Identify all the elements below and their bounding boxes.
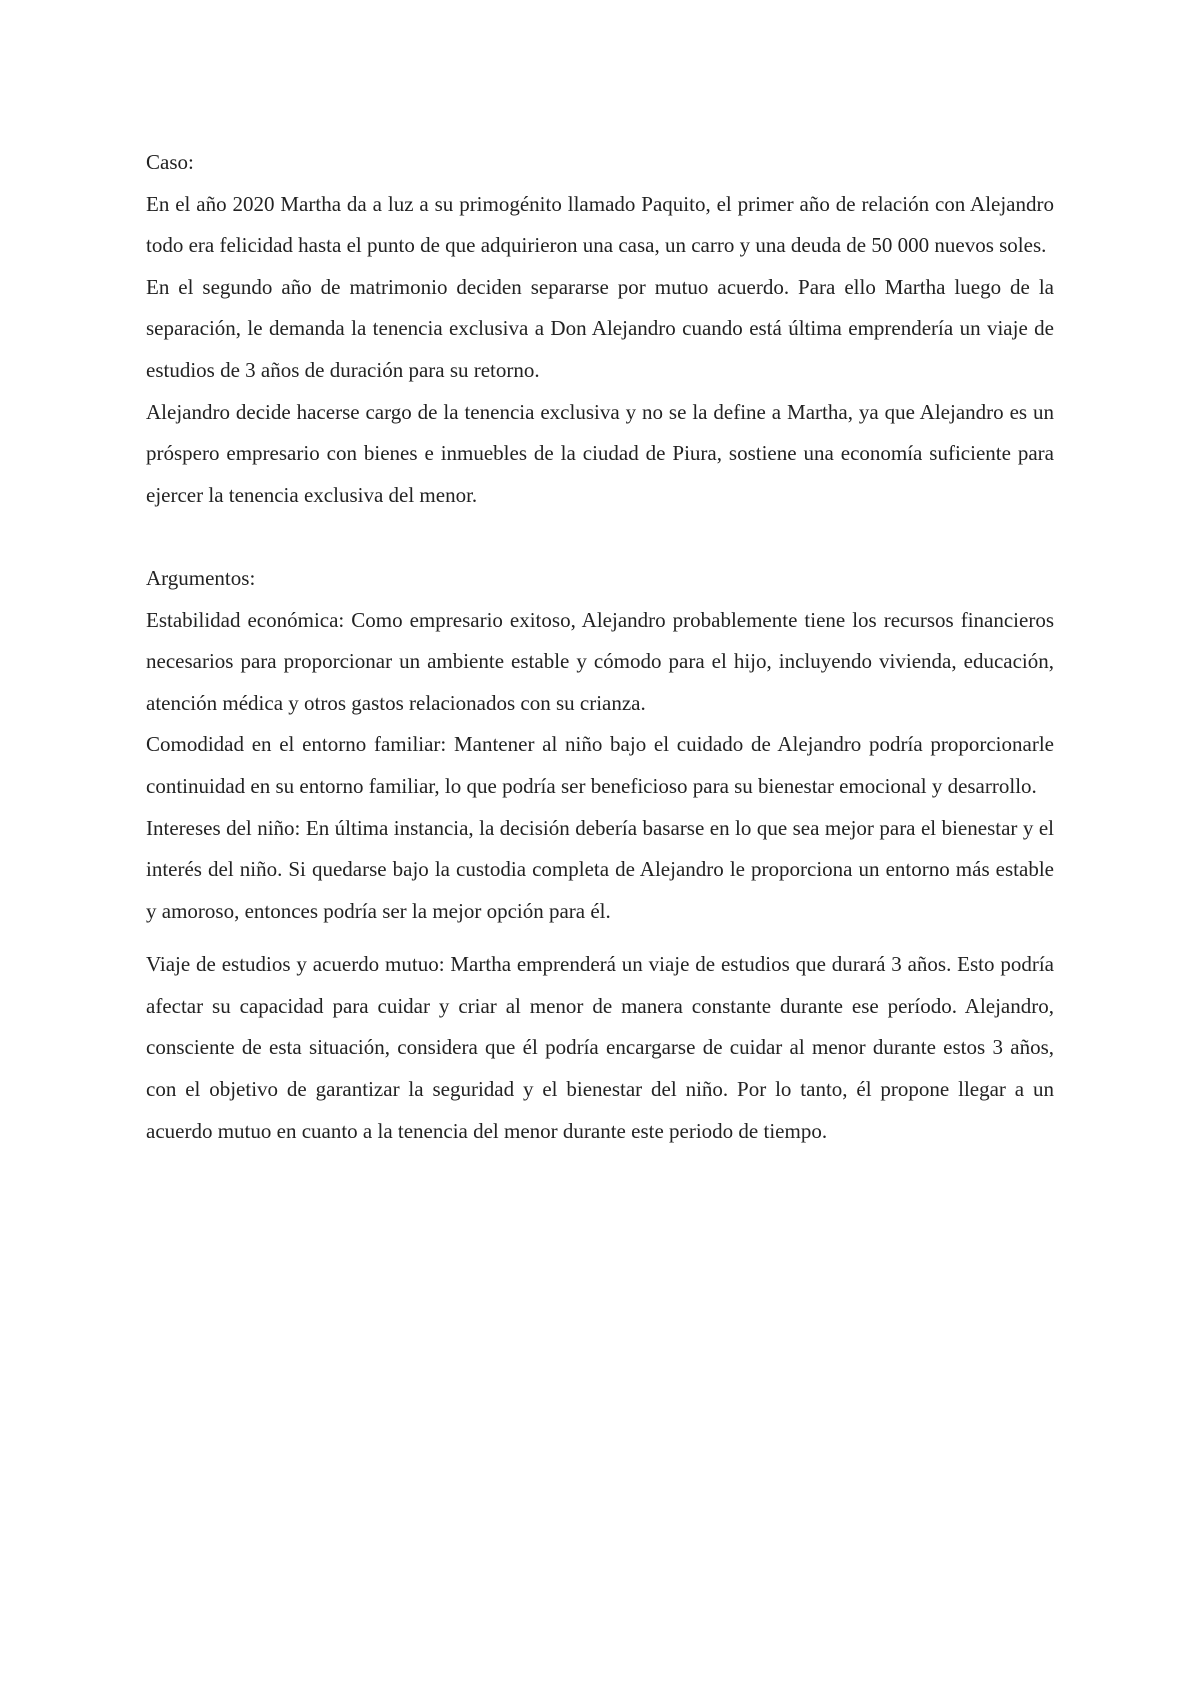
case-heading: Caso:	[146, 150, 194, 174]
paragraph-spacer	[146, 932, 1054, 944]
argument-paragraph-1: Estabilidad económica: Como empresario exitoso, Alejandro probablemente tiene los recursos financieros necesarios para proporcionar un ambiente estable y cómodo para el hijo, incluyendo vivienda, educación, atención médica y otros gastos relacionados con su crianza.	[146, 607, 1054, 715]
final-paragraph: Viaje de estudios y acuerdo mutuo: Martha emprenderá un viaje de estudios que durará 3 años. Esto podría afectar su capacidad para cuidar y criar al menor de manera constante durante ese período. Alejandro, consciente de esta situación, considera que él podría encargarse de cuidar al menor durante estos 3 años, con el objetivo de garantizar la seguridad y el bienestar del niño. Por lo tanto, él propone llegar a un acuerdo mutuo en cuanto a la tenencia del menor durante este periodo de tiempo.	[146, 952, 1054, 1143]
document-body	[146, 142, 1054, 1152]
case-paragraph-3: Alejandro decide hacerse cargo de la tenencia exclusiva y no se la define a Martha, ya que Alejandro es un próspero empresario con bienes e inmuebles de la ciudad de Piura, sostiene una economía suficiente para ejercer la tenencia exclusiva del menor.	[146, 399, 1054, 507]
argument-paragraph-3: Intereses del niño: En última instancia, la decisión debería basarse en lo que sea mejor para el bienestar y el interés del niño. Si quedarse bajo la custodia completa de Alejandro le proporciona un entorno más estable y amoroso, entonces podría ser la mejor opción para él.	[146, 815, 1054, 923]
case-paragraph-2: En el segundo año de matrimonio deciden separarse por mutuo acuerdo. Para ello Martha luego de la separación, le demanda la tenencia exclusiva a Don Alejandro cuando está última emprendería un viaje de estudios de 3 años de duración para su retorno.	[146, 274, 1054, 382]
case-paragraph-1: En el año 2020 Martha da a luz a su primogénito llamado Paquito, el primer año de relación con Alejandro todo era felicidad hasta el punto de que adquirieron una casa, un carro y una deuda de 50 000 nuevos soles.	[146, 191, 1054, 258]
arguments-heading: Argumentos:	[146, 565, 256, 590]
argument-paragraph-2: Comodidad en el entorno familiar: Mantener al niño bajo el cuidado de Alejandro podría proporcionarle continuidad en su entorno familiar, lo que podría ser beneficioso para su bienestar emocional y desarrollo.	[146, 732, 1054, 798]
section-spacer	[146, 516, 1054, 558]
